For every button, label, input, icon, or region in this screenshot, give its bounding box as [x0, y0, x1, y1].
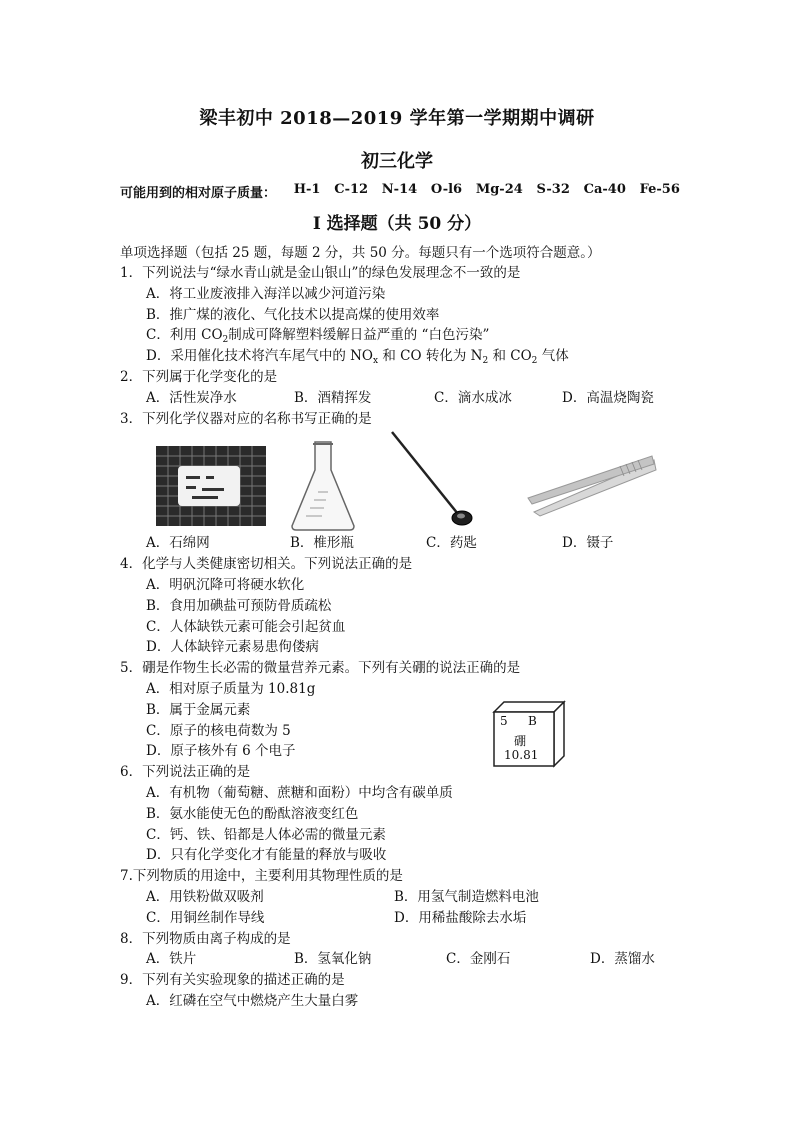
atomic-masses-line [120, 182, 680, 201]
exam-title: 梁丰初中 2018—2019 学年第一学期期中调研 [199, 108, 595, 129]
element-atomic-mass: 10.81 [504, 748, 539, 762]
question-6-option-b: B．氨水能使无色的酚酞溶液变红色 [146, 806, 359, 822]
question-6-option-d: D．只有化学变化才有能量的释放与吸收 [146, 847, 387, 863]
question-6-option-a: A．有机物（葡萄糖、蔗糖和面粉）中均含有碳单质 [146, 785, 453, 801]
question-9-stem: 9．下列有关实验现象的描述正确的是 [120, 972, 345, 988]
medicine-spoon-image [388, 430, 480, 530]
question-4-stem: 4．化学与人类健康密切相关。下列说法正确的是 [120, 556, 413, 572]
question-5-option-b: B．属于金属元素 [146, 702, 251, 718]
question-7-stem: 7.下列物质的用途中，主要利用其物理性质的是 [120, 868, 403, 884]
question-3-option-c: C．药匙 [426, 535, 477, 551]
question-1-stem: 1．下列说法与“绿水青山就是金山银山”的绿色发展理念不一致的是 [120, 265, 521, 281]
question-7-option-c: C．用铜丝制作导线 [146, 910, 265, 926]
question-8-option-b: B．氢氧化钠 [294, 951, 372, 967]
section-instructions: 单项选择题（包括 25 题，每题 2 分，共 50 分。每题只有一个选项符合题意。） [120, 245, 601, 261]
question-1-option-c: C．利用 $CO_2$制成可降解塑料缓解日益严重的 “白色污染” [146, 327, 490, 345]
question-6-option-c: C．钙、铁、铅都是人体必需的微量元素 [146, 827, 386, 843]
atomic-mass: H-1 [293, 182, 321, 197]
question-3-stem: 3．下列化学仪器对应的名称书写正确的是 [120, 411, 372, 427]
atomic-mass: Ca-40 [583, 182, 626, 197]
question-8-option-c: C．金刚石 [446, 951, 511, 967]
question-3-option-d: D．镊子 [562, 535, 614, 551]
question-6-stem: 6．下列说法正确的是 [120, 764, 251, 780]
question-8-option-a: A．铁片 [146, 951, 197, 967]
element-name: 硼 [514, 734, 527, 748]
question-7-option-d: D．用稀盐酸除去水垢 [394, 910, 527, 926]
atomic-masses-label: 可能用到的相对原子质量： [120, 186, 277, 201]
question-4-option-a: A．明矾沉降可将硬水软化 [146, 577, 305, 593]
question-1-option-d: D．采用催化技术将汽车尾气中的 $NO_x$ 和 CO 转化为 $N_2$ 和 $CO_2$ 气体 [146, 348, 569, 366]
question-5-option-d: D．原子核外有 6 个电子 [146, 743, 296, 759]
wire-gauze-image [156, 446, 266, 526]
question-7-option-a: A．用铁粉做双吸剂 [146, 889, 264, 905]
element-symbol: B [528, 714, 537, 728]
atomic-mass: Mg-24 [475, 182, 523, 197]
element-atomic-number: 5 [500, 714, 508, 728]
question-5-option-c: C．原子的核电荷数为 5 [146, 723, 291, 739]
atomic-mass: Fe-56 [639, 182, 680, 197]
atomic-mass: N-14 [381, 182, 418, 197]
section-title: Ⅰ 选择题（共 50 分） [312, 214, 482, 234]
question-2-stem: 2．下列属于化学变化的是 [120, 369, 278, 385]
question-7-option-b: B．用氢气制造燃料电池 [394, 889, 539, 905]
atomic-mass: O-l6 [430, 182, 463, 197]
question-2-option-b: B．酒精挥发 [294, 390, 372, 406]
question-2-option-a: A．活性炭净水 [146, 390, 237, 406]
atomic-mass: C-12 [334, 182, 369, 197]
question-4-option-c: C．人体缺铁元素可能会引起贫血 [146, 619, 346, 635]
question-1-option-b: B．推广煤的液化、气化技术以提高煤的使用效率 [146, 307, 440, 323]
question-4-option-b: B．食用加碘盐可预防骨质疏松 [146, 598, 332, 614]
question-8-option-d: D．蒸馏水 [590, 951, 655, 967]
atomic-mass: S-32 [536, 182, 570, 197]
element-card-boron [494, 712, 554, 766]
question-5-option-a: A．相对原子质量为 10.81g [146, 681, 316, 697]
question-9-option-a: A．红磷在空气中燃烧产生大量白雾 [146, 993, 359, 1009]
conical-flask-image [288, 440, 358, 532]
question-2-option-d: D．高温烧陶瓷 [562, 390, 654, 406]
question-4-option-d: D．人体缺锌元素易患佝偻病 [146, 639, 319, 655]
question-3-option-b: B．椎形瓶 [290, 535, 354, 551]
exam-subtitle: 初三化学 [361, 151, 433, 172]
tweezers-image [524, 452, 658, 520]
question-3-option-a: A．石绵网 [146, 535, 210, 551]
question-5-stem: 5．硼是作物生长必需的微量营养元素。下列有关硼的说法正确的是 [120, 660, 521, 676]
question-8-stem: 8．下列物质由离子构成的是 [120, 931, 291, 947]
question-2-option-c: C．滴水成冰 [434, 390, 512, 406]
question-1-option-a: A．将工业废液排入海洋以减少河道污染 [146, 286, 386, 302]
